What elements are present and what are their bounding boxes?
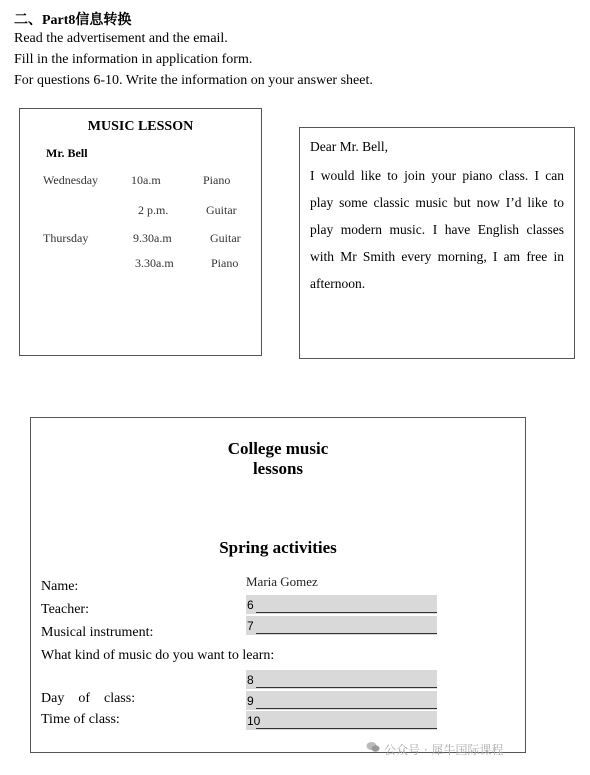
time-label: Time of class: — [41, 712, 120, 727]
instruction-2: Fill in the information in application form. — [14, 52, 253, 67]
application-form — [30, 417, 526, 753]
advertisement-box — [19, 108, 262, 356]
schedule-instrument: Guitar — [210, 231, 241, 245]
field-number: 7 — [247, 619, 254, 633]
field-number: 6 — [247, 598, 254, 612]
schedule-time: 2 p.m. — [138, 203, 169, 217]
instruction-3: For questions 6-10. Write the information on your answer sheet. — [14, 73, 373, 88]
email-greeting: Dear Mr. Bell, — [310, 139, 388, 154]
email-line: I would like to join your piano class. I can — [310, 168, 564, 183]
field-number: 8 — [247, 673, 254, 687]
email-line: with Mr Smith every morning, I am free in — [310, 249, 564, 264]
music-kind-label: What kind of music do you want to learn: — [41, 648, 275, 663]
watermark-text: 公众号 · 犀牛国际课程 — [384, 743, 504, 757]
instruction-1: Read the advertisement and the email. — [14, 31, 228, 46]
section-heading: 二、Part8信息转换 — [14, 13, 132, 28]
answer-field-7[interactable] — [246, 616, 437, 635]
schedule-instrument: Piano — [211, 256, 239, 270]
day-label: Day of class: — [41, 691, 136, 706]
answer-line — [256, 633, 437, 634]
advertisement-teacher: Mr. Bell — [46, 146, 88, 160]
answer-field-6[interactable] — [246, 595, 437, 614]
answer-field-8[interactable] — [246, 670, 437, 689]
schedule-time: 10a.m — [131, 173, 161, 187]
answer-line — [256, 708, 437, 709]
wechat-icon — [366, 741, 380, 753]
form-title-line2: lessons — [252, 459, 304, 478]
answer-field-10[interactable] — [246, 711, 437, 730]
schedule-day: Thursday — [43, 231, 89, 245]
answer-line — [256, 612, 437, 613]
schedule-instrument: Piano — [203, 173, 231, 187]
field-number: 9 — [247, 694, 254, 708]
answer-field-9[interactable] — [246, 691, 437, 710]
form-title-line1: College music — [227, 439, 329, 458]
schedule-instrument: Guitar — [206, 203, 237, 217]
email-box — [299, 127, 575, 359]
answer-line — [256, 687, 437, 688]
advertisement-title: MUSIC LESSON — [87, 119, 194, 134]
schedule-day: Wednesday — [43, 173, 99, 187]
email-line: afternoon. — [310, 276, 366, 291]
field-number: 10 — [247, 714, 261, 728]
schedule-time: 9.30a.m — [133, 231, 172, 245]
name-value: Maria Gomez — [246, 574, 318, 589]
email-line: play modern music. I have English classes — [310, 222, 564, 237]
email-line: play some classic music but now I’d like to — [310, 195, 564, 210]
teacher-label: Teacher: — [41, 602, 89, 617]
answer-line — [256, 728, 437, 729]
schedule-time: 3.30a.m — [135, 256, 174, 270]
instrument-label: Musical instrument: — [41, 625, 154, 640]
form-subtitle: Spring activities — [219, 538, 337, 557]
name-label: Name: — [41, 579, 79, 594]
